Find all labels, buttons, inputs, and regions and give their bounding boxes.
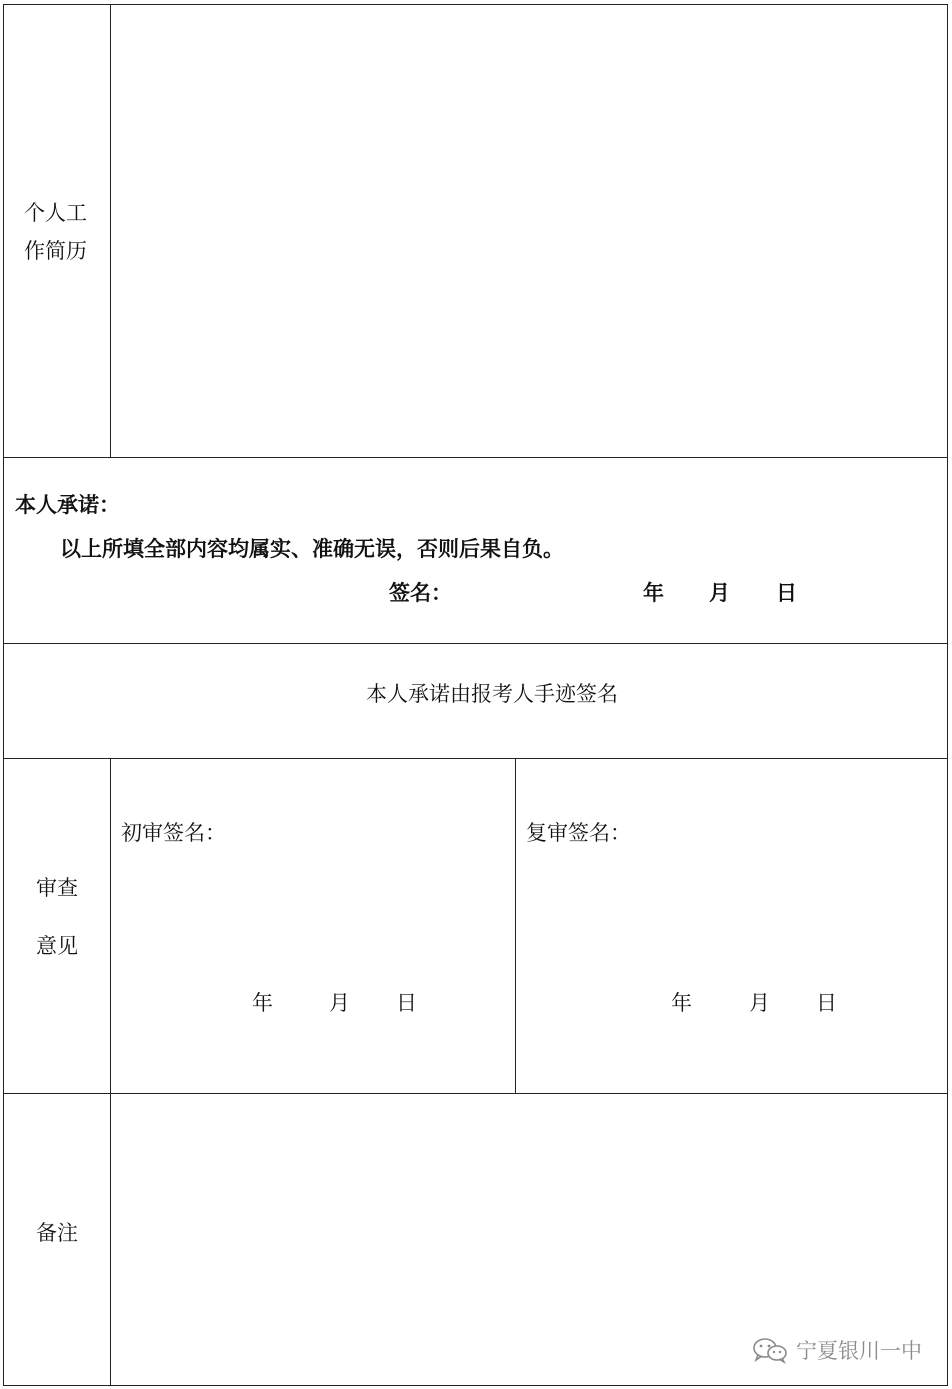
row-divider: [4, 758, 947, 759]
review-label-line2: 意见: [36, 934, 78, 958]
pledge-heading: 本人承诺：: [15, 493, 120, 517]
recheck-signature-label: 复审签名：: [526, 821, 631, 845]
application-form-table: [3, 4, 948, 1386]
recheck-year: 年: [671, 991, 692, 1015]
row-divider: [4, 643, 947, 644]
initial-review-day: 日: [396, 991, 417, 1015]
initial-review-year: 年: [252, 991, 273, 1015]
remarks-label: 备注: [36, 1221, 78, 1245]
watermark: [752, 1335, 922, 1365]
watermark-text: 宁夏银川一中: [796, 1339, 922, 1363]
work-history-content-cell[interactable]: [111, 5, 947, 457]
pledge-note: 本人承诺由报考人手迹签名: [366, 682, 618, 706]
recheck-month: 月: [749, 991, 770, 1015]
review-label-line1: 审查: [36, 876, 78, 900]
row-divider: [4, 457, 947, 458]
pledge-day: 日: [776, 581, 797, 605]
pledge-signature-label: 签名：: [389, 581, 452, 605]
review-middle-divider: [515, 758, 516, 1093]
pledge-month: 月: [709, 581, 730, 605]
initial-review-month: 月: [329, 991, 350, 1015]
wechat-icon: [752, 1336, 788, 1364]
review-label-divider: [110, 758, 111, 1093]
recheck-day: 日: [816, 991, 837, 1015]
pledge-year: 年: [643, 581, 664, 605]
pledge-statement: 以上所填全部内容均属实、准确无误，否则后果自负。: [60, 537, 564, 561]
initial-review-signature-label: 初审签名：: [121, 821, 226, 845]
work-history-label-line1: 个人工: [24, 201, 87, 225]
work-history-label-line2: 作简历: [24, 239, 87, 263]
